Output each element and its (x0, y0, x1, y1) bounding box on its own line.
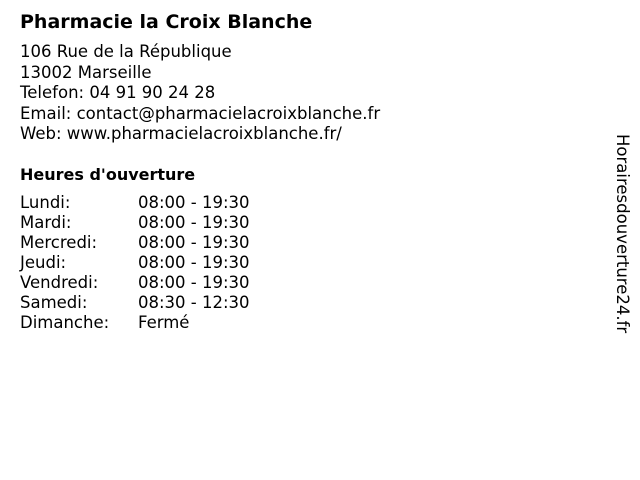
time-value: Fermé (138, 312, 190, 332)
hours-row-wednesday (20, 233, 250, 253)
day-label: Samedi: (20, 292, 88, 312)
time-value: 08:30 - 12:30 (138, 292, 250, 312)
time-value: 08:00 - 19:30 (138, 232, 250, 252)
hours-row-saturday (20, 293, 250, 313)
day-label: Dimanche: (20, 312, 110, 332)
time-value: 08:00 - 19:30 (138, 272, 250, 292)
opening-hours-heading: Heures d'ouverture (20, 164, 196, 184)
hours-row-monday (20, 193, 250, 213)
day-label: Vendredi: (20, 272, 99, 292)
watermark-text: Horairesdouverture24.fr (613, 134, 632, 334)
day-label: Mardi: (20, 212, 72, 232)
hours-row-thursday (20, 253, 250, 273)
address-street: 106 Rue de la République (20, 42, 232, 61)
time-value: 08:00 - 19:30 (138, 252, 250, 272)
website-address: Web: www.pharmacielacroixblanche.fr/ (20, 124, 342, 143)
phone-number: Telefon: 04 91 90 24 28 (20, 83, 216, 102)
address-city: 13002 Marseille (20, 62, 152, 82)
hours-row-friday (20, 273, 250, 293)
day-label: Lundi: (20, 192, 71, 212)
pharmacy-name: Pharmacie la Croix Blanche (20, 11, 313, 33)
day-label: Mercredi: (20, 232, 98, 252)
watermark (612, 134, 632, 344)
hours-row-sunday (20, 313, 250, 333)
day-label: Jeudi: (20, 252, 67, 272)
pharmacy-info-card (20, 10, 600, 333)
email-address: Email: contact@pharmacielacroixblanche.fr (20, 103, 381, 123)
opening-hours-table (20, 193, 250, 333)
time-value: 08:00 - 19:30 (138, 212, 250, 232)
time-value: 08:00 - 19:30 (138, 192, 250, 212)
hours-row-tuesday (20, 213, 250, 233)
